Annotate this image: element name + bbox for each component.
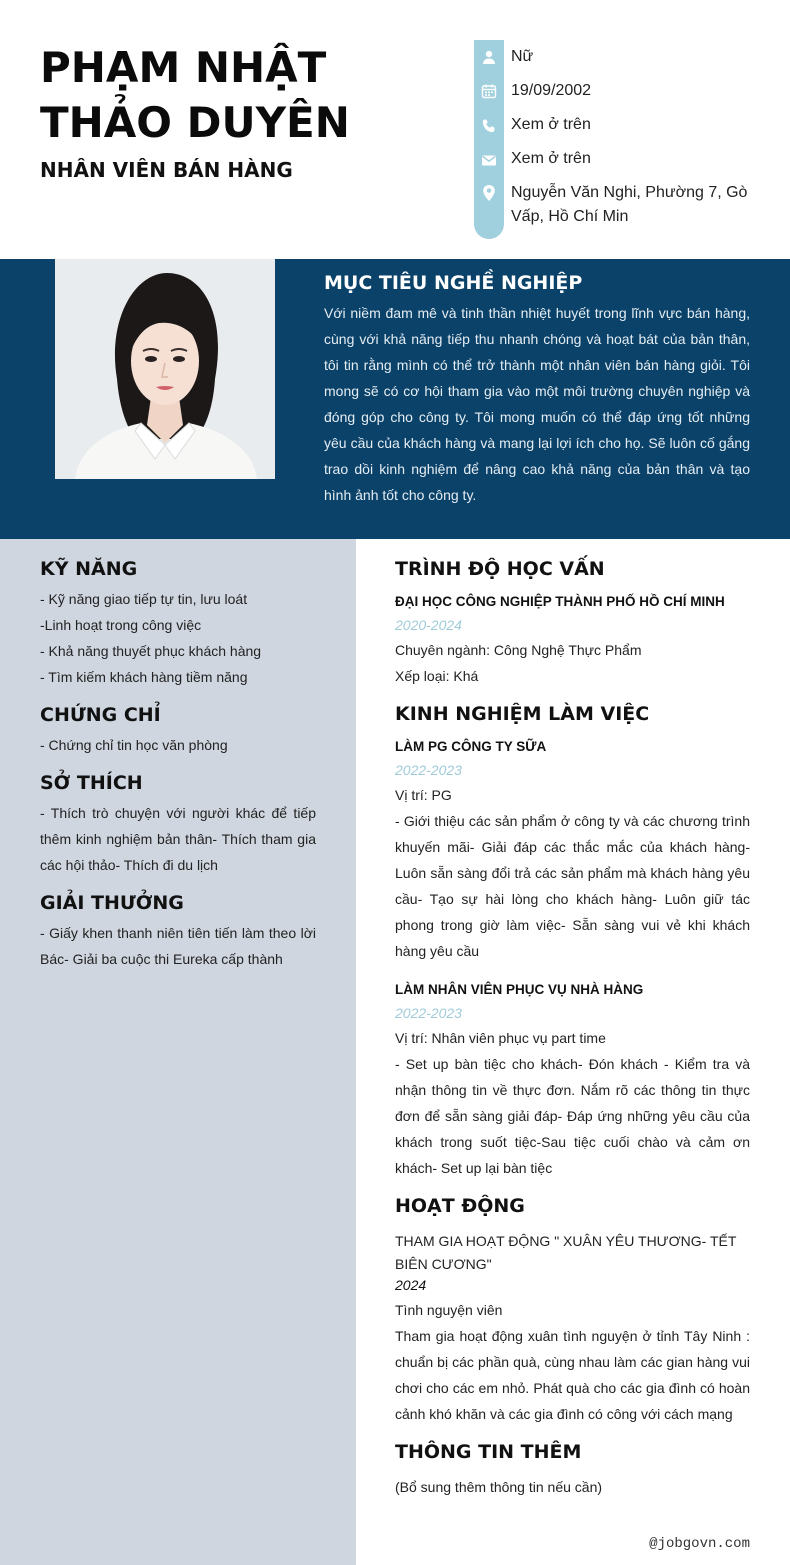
additional-text: (Bổ sung thêm thông tin nếu cần) (395, 1479, 603, 1495)
job-position-2: Vị trí: Nhân viên phục vụ part time (395, 1030, 606, 1046)
header (0, 0, 790, 259)
job-desc-1: - Giới thiệu các sản phẩm ở công ty và các chương trình khuyến mãi- Giải đáp các thắc mắc của khách hàng- Luôn sẵn sàng đổi trả các sản phẩm mà khách hàng yêu cầu- Tạo sự hài lòng cho khách hàng- Luôn giữ tác phong trong giờ làm việc- Sẵn sàng vui vẻ khi khách hàng yêu cầu (395, 813, 750, 959)
school-name: ĐẠI HỌC CÔNG NGHIỆP THÀNH PHỐ HỒ CHÍ MINH (395, 594, 725, 609)
candidate-name: PHẠM NHẬT THẢO DUYÊN (40, 43, 350, 147)
experience-title: KINH NGHIỆM LÀM VIỆC (395, 703, 650, 725)
left-column (0, 539, 356, 1565)
certificates-text: - Chứng chỉ tin học văn phòng (40, 737, 228, 753)
user-icon (480, 48, 498, 66)
contact-bar (474, 40, 504, 239)
skill-item: - Khả năng thuyết phục khách hàng (40, 643, 262, 659)
education-dates: 2020-2024 (395, 617, 462, 633)
additional-title: THÔNG TIN THÊM (395, 1441, 582, 1463)
watermark: @jobgovn.com (649, 1536, 750, 1552)
email: Xem ở trên (511, 150, 591, 167)
education-grade: Xếp loại: Khá (395, 668, 479, 684)
education-title: TRÌNH ĐỘ HỌC VẤN (395, 558, 605, 580)
activity-year: 2024 (395, 1277, 427, 1293)
objective-text: Với niềm đam mê và tinh thần nhiệt huyết trong lĩnh vực bán hàng, cùng với khả năng tiếp thu nhanh chóng và hoạt bát của bản thân, tôi tin rằng mình có thể trở thành một nhân viên bán hàng giỏi. Tôi mong sẽ có cơ hội tham gia vào một môi trường chuyên nghiệp và đóng góp cho công ty. Tôi mong muốn có thể đáp ứng tốt những yêu cầu của khách hàng và mang lại lợi ích cho họ. Sẽ luôn cố gắng trao dồi kinh nghiệm để nâng cao khả năng của bản thân và tạo hình ảnh tốt cho công ty. (324, 305, 750, 503)
awards-title: GIẢI THƯỞNG (40, 892, 184, 914)
objective-title: MỤC TIÊU NGHỀ NGHIỆP (324, 272, 583, 294)
gender: Nữ (511, 48, 534, 65)
location-icon (480, 184, 498, 202)
address: Nguyễn Văn Nghi, Phường 7, Gò Vấp, Hồ Chí Min (511, 184, 748, 225)
certificates-title: CHỨNG CHỈ (40, 704, 161, 726)
phone-icon (480, 117, 498, 135)
job-dates-1: 2022-2023 (395, 762, 462, 778)
job-position-1: Vị trí: PG (395, 787, 452, 803)
activity-desc: Tham gia hoạt động xuân tình nguyện ở tỉnh Tây Ninh : chuẩn bị các phần quà, cùng nhau làm các gian hàng vui chơi cho các em nhỏ. Phát quà cho các gia đình có hoàn cảnh khó khăn và các gia đình có công với cách mạng (395, 1328, 750, 1422)
skill-item: -Linh hoạt trong công việc (40, 617, 202, 633)
job-title: NHÂN VIÊN BÁN HÀNG (40, 158, 293, 182)
job-title-2: LÀM NHÂN VIÊN PHỤC VỤ NHÀ HÀNG (395, 982, 644, 997)
activity-role: Tình nguyện viên (395, 1302, 503, 1318)
hobbies-title: SỞ THÍCH (40, 772, 143, 794)
education-major: Chuyên ngành: Công Nghệ Thực Phẩm (395, 642, 642, 658)
job-title-1: LÀM PG CÔNG TY SỮA (395, 739, 547, 754)
skill-item: - Kỹ năng giao tiếp tự tin, lưu loát (40, 591, 248, 607)
activity-name: THAM GIA HOẠT ĐỘNG " XUÂN YÊU THƯƠNG- TẾT BIÊN CƯƠNG" (395, 1233, 737, 1272)
activities-title: HOẠT ĐỘNG (395, 1195, 525, 1217)
profile-photo (55, 259, 275, 479)
awards-text: - Giấy khen thanh niên tiên tiến làm theo lời Bác- Giải ba cuộc thi Eureka cấp thành (40, 925, 316, 967)
job-dates-2: 2022-2023 (395, 1005, 462, 1021)
skills-title: KỸ NĂNG (40, 558, 138, 580)
birthdate: 19/09/2002 (511, 82, 592, 99)
hobbies-text: - Thích trò chuyện với người khác để tiếp thêm kinh nghiệm bản thân- Thích tham gia các hội thảo- Thích đi du lịch (40, 805, 316, 873)
job-desc-2: - Set up bàn tiệc cho khách- Đón khách - Kiểm tra và nhận thông tin về thực đơn. Nắm rõ các thông tin thực đơn để sẵn sàng giải đáp- Đáp ứng những yêu cầu của khách trong suốt tiệc-Sau tiệc cuối chào và cảm ơn khách- Set up lại bàn tiệc (395, 1056, 750, 1176)
mail-icon (480, 151, 498, 169)
calendar-icon (480, 82, 498, 100)
skill-item: - Tìm kiếm khách hàng tiềm năng (40, 669, 248, 685)
phone: Xem ở trên (511, 116, 591, 133)
